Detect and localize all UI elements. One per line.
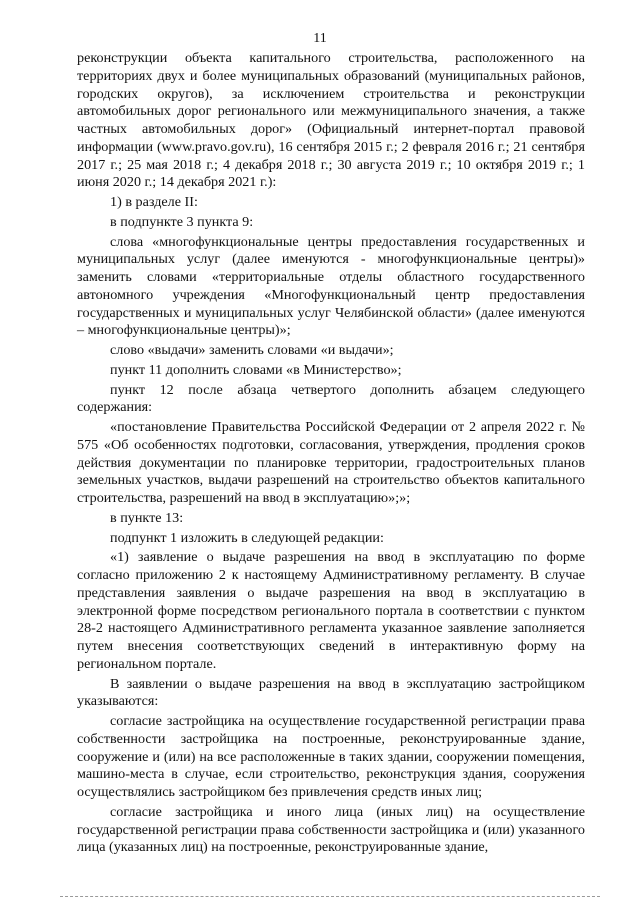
paragraph: пункт 11 дополнить словами «в Министерство»;: [110, 361, 402, 378]
paragraph: подпункт 1 изложить в следующей редакции:: [110, 529, 384, 546]
paragraph: «1) заявление о выдаче разрешения на ввод в эксплуатацию по форме согласно приложению 2 к настоящему Административному регламенту. В случае представления заявления о выдаче разрешения на ввод в эксплуатацию в электронной форме посредством регионального портала в соответствии с пунктом 28-2 настоящего Административного регламента указанное заявление заполняется путем внесения соответствующих сведений в интерактивную форму на региональном портале.: [77, 549, 585, 672]
paragraph: В заявлении о выдаче разрешения на ввод в эксплуатацию застройщиком указываются:: [77, 675, 585, 710]
document-body: [77, 50, 585, 857]
paragraph: пункт 12 после абзаца четвертого дополнить абзацем следующего содержания:: [77, 381, 585, 416]
paragraph: слова «многофункциональные центры предоставления государственных и муниципальных услуг (далее именуются - многофункциональные центры)» заменить словами «территориальные отделы областного государственного автономного учреждения «Многофункциональный центр предоставления государственных и муниципальных услуг Челябинской области» (далее именуются – многофункциональные центры)»;: [77, 233, 585, 339]
paragraph: согласие застройщика на осуществление государственной регистрации права собственности застройщика на построенные, реконструированные здание, сооружение и (или) на все расположенные в таких здании, сооружении помещения, машино-места в случае, если строительство, реконструкция здания, сооружения осуществлялись застройщиком без привлечения средств иных лиц;: [77, 713, 585, 800]
paragraph: 1) в разделе II:: [110, 194, 198, 210]
paragraph: в подпункте 3 пункта 9:: [110, 213, 254, 230]
paragraph: в пункте 13:: [110, 509, 184, 526]
paragraph: слово «выдачи» заменить словами «и выдачи»;: [110, 342, 394, 358]
page-number: 11: [313, 31, 327, 46]
paragraph: согласие застройщика и иного лица (иных лиц) на осуществление государственной регистрации права собственности застройщика и (или) указанного лица (указанных лиц) на построенные, реконструированные здание,: [77, 803, 585, 856]
footer-divider: [60, 896, 600, 897]
paragraph: реконструкции объекта капитального строительства, расположенного на территориях двух и более муниципальных образований (муниципальных районов, городских округов), за исключением строительства и реконструкции автомобильных дорог регионального или межмуниципального значения, а также частных автомобильных дорог» (Официальный интернет-портал правовой информации (www.pravo.gov.ru), 16 сентября 2015 г.; 2 февраля 2016 г.; 21 сентября 2017 г.; 25 мая 2018 г.; 4 декабря 2018 г.; 30 августа 2019 г.; 10 октября 2019 г.; 1 июня 2020 г.; 14 декабря 2021 г.):: [77, 50, 585, 191]
paragraph: «постановление Правительства Российской Федерации от 2 апреля 2022 г. № 575 «Об особенностях подготовки, согласования, утверждения, продления сроков действия документации по планировке территории, градостроительных планов земельных участков, выдачи разрешений на строительство объектов капитального строительства, разрешений на ввод в эксплуатацию»;»;: [77, 419, 585, 506]
